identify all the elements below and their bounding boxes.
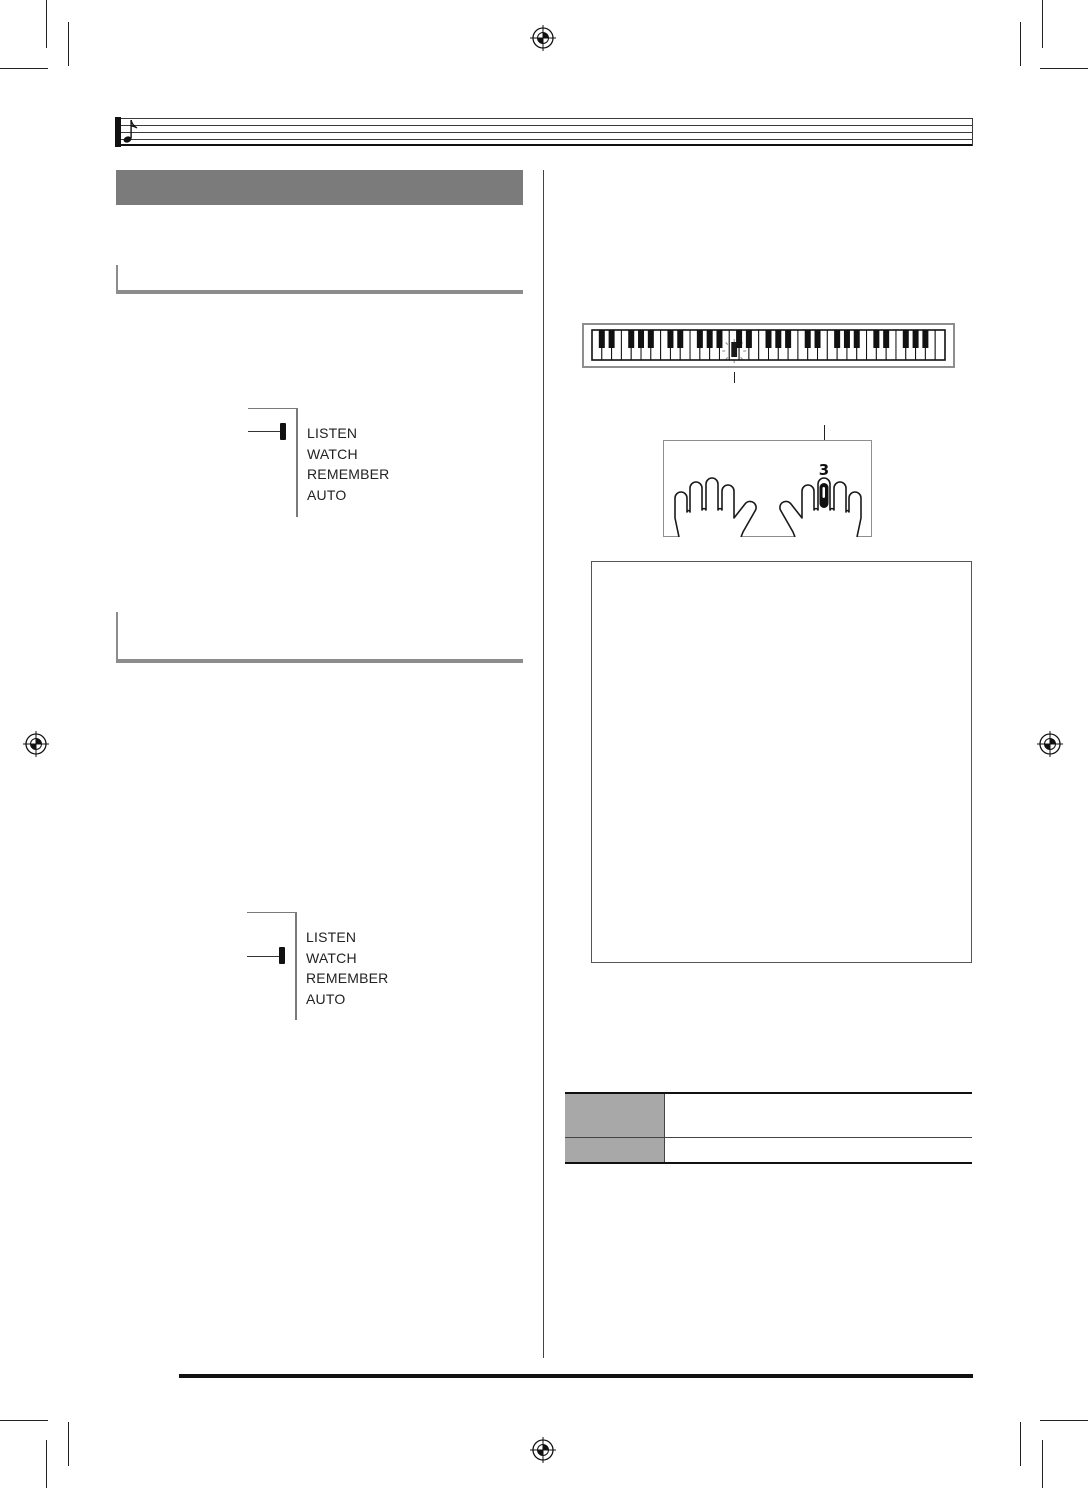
footer-rule — [179, 1374, 973, 1378]
mode-label: WATCH — [307, 445, 358, 462]
mode-indicator-display — [248, 408, 398, 520]
crop-mark — [1040, 68, 1088, 69]
black-key — [638, 330, 644, 348]
indicator-top-rule — [248, 408, 296, 409]
black-key — [609, 330, 615, 348]
staff-line — [121, 132, 973, 133]
black-key — [766, 330, 772, 348]
black-key — [815, 330, 821, 348]
subsection-rule-bottom — [116, 659, 523, 663]
mode-label-list — [306, 927, 389, 1009]
keyboard-illustration — [582, 323, 955, 368]
indicator-pointer-line — [247, 956, 279, 957]
table-label-cell — [565, 1094, 664, 1137]
staff-line — [121, 125, 973, 126]
black-key — [775, 330, 781, 348]
black-key — [667, 330, 673, 348]
black-key — [913, 330, 919, 348]
crop-mark — [0, 68, 48, 69]
black-key — [922, 330, 928, 348]
table-column-divider — [664, 1094, 665, 1162]
subsection-rule-left — [116, 612, 118, 663]
black-key — [834, 330, 840, 348]
mode-label: REMEMBER — [306, 970, 389, 987]
table-row — [565, 1138, 972, 1162]
staff-line — [121, 139, 973, 140]
indicator-pointer-line — [248, 431, 280, 432]
black-key — [628, 330, 634, 348]
staff-end — [972, 118, 973, 146]
mode-label-list — [307, 423, 390, 505]
black-key — [883, 330, 889, 348]
black-key — [716, 330, 722, 348]
mode-label: AUTO — [307, 486, 347, 503]
crop-mark — [68, 1422, 69, 1466]
black-key — [844, 330, 850, 348]
black-key — [785, 330, 791, 348]
black-key — [707, 330, 713, 348]
registration-mark-icon — [23, 731, 49, 757]
note-box — [591, 561, 972, 963]
registration-mark-icon — [530, 25, 556, 51]
black-key — [854, 330, 860, 348]
column-divider — [543, 170, 544, 1358]
table-label-cell — [565, 1138, 664, 1162]
black-key — [599, 330, 605, 348]
mode-label: LISTEN — [307, 425, 358, 441]
table-row — [565, 1094, 972, 1137]
indicator-marker — [280, 423, 286, 440]
indicator-side-rule — [296, 408, 298, 517]
crop-mark — [0, 1420, 48, 1421]
crop-mark — [1040, 1420, 1088, 1421]
crop-mark — [46, 0, 47, 48]
black-key — [736, 330, 742, 348]
finger-number-label: 3 — [818, 461, 830, 479]
crop-mark — [1042, 0, 1043, 48]
mode-label: REMEMBER — [307, 466, 390, 483]
finger-highlight-glint — [823, 487, 826, 498]
mode-indicator-display — [247, 912, 397, 1024]
indicator-side-rule — [295, 912, 297, 1020]
crop-mark — [1020, 22, 1021, 66]
black-key — [873, 330, 879, 348]
hands-illustration — [663, 440, 872, 537]
white-key — [935, 330, 945, 360]
registration-mark-icon — [530, 1437, 556, 1463]
mode-label: LISTEN — [306, 929, 357, 945]
staff-line — [121, 144, 973, 146]
crop-mark — [1020, 1422, 1021, 1466]
black-key — [805, 330, 811, 348]
crop-mark — [46, 1440, 47, 1488]
registration-mark-icon — [1037, 731, 1063, 757]
table-value-cell — [665, 1094, 972, 1137]
crop-mark — [1042, 1440, 1043, 1488]
subsection-rule-bottom — [116, 290, 523, 294]
black-key — [903, 330, 909, 348]
black-key — [677, 330, 683, 348]
crop-mark — [68, 22, 69, 66]
black-key — [697, 330, 703, 348]
indicator-top-rule — [247, 912, 295, 913]
settings-table — [565, 1092, 972, 1164]
eighth-note-icon — [122, 117, 140, 145]
mode-label: AUTO — [306, 990, 346, 1007]
lit-key-callout-line — [734, 372, 735, 383]
black-key — [746, 330, 752, 348]
mode-label: WATCH — [306, 949, 357, 966]
black-key — [648, 330, 654, 348]
indicator-marker — [279, 947, 285, 964]
table-value-cell — [665, 1138, 972, 1162]
staff-line — [121, 118, 973, 119]
section-title-bar — [116, 170, 523, 205]
